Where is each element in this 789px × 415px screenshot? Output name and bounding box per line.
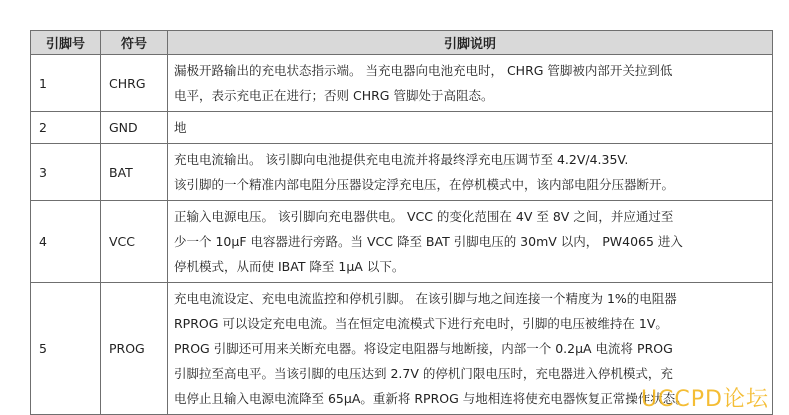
description-line: 少一个 10μF 电容器进行旁路。当 VCC 降至 BAT 引脚电压的 30mV 以内， PW4065 进入	[174, 234, 683, 249]
header-pin-number: 引脚号	[31, 31, 101, 55]
description-line: 地	[174, 120, 187, 135]
pin-description	[168, 201, 773, 283]
pin-symbol: PROG	[101, 283, 168, 415]
description-line: 充电电流输出。 该引脚向电池提供充电电流并将最终浮充电压调节至 4.2V/4.35V.	[174, 152, 629, 167]
description-line: PROG 引脚还可用来关断充电器。将设定电阻器与地断接，内部一个 0.2μA 电流将 PROG	[174, 341, 673, 356]
pin-number: 2	[31, 112, 101, 144]
description-line: RPROG 可以设定充电电流。当在恒定电流模式下进行充电时，引脚的电压被维持在 1V。	[174, 316, 668, 331]
pin-symbol: GND	[101, 112, 168, 144]
pin-description	[168, 112, 773, 144]
pin-number: 4	[31, 201, 101, 283]
watermark: UCCPD论坛	[640, 387, 769, 412]
description-line: 引脚拉至高电平。当该引脚的电压达到 2.7V 的停机门限电压时，充电器进入停机模式，充	[174, 366, 673, 381]
description-line: 该引脚的一个精准内部电阻分压器设定浮充电压，在停机模式中，该内部电阻分压器断开。	[174, 177, 675, 192]
pin-symbol: BAT	[101, 144, 168, 201]
pin-description	[168, 144, 773, 201]
pin-description	[168, 55, 773, 112]
pin-number: 3	[31, 144, 101, 201]
description-line: 电平，表示充电正在进行；否则 CHRG 管脚处于高阻态。	[174, 88, 494, 103]
table-row	[31, 201, 773, 283]
header-pin-description: 引脚说明	[168, 31, 773, 55]
table-row	[31, 144, 773, 201]
pin-symbol: CHRG	[101, 55, 168, 112]
description-line: 漏极开路输出的充电状态指示端。 当充电器向电池充电时， CHRG 管脚被内部开关拉到低	[174, 63, 673, 78]
description-line: 停机模式，从而使 IBAT 降至 1μA 以下。	[174, 259, 405, 274]
description-line: 正输入电源电压。 该引脚向充电器供电。 VCC 的变化范围在 4V 至 8V 之间，并应通过至	[174, 209, 674, 224]
pin-description-table	[30, 30, 773, 415]
header-symbol: 符号	[101, 31, 168, 55]
table-row	[31, 112, 773, 144]
pin-number: 1	[31, 55, 101, 112]
table-header-row	[31, 31, 773, 55]
table-row	[31, 55, 773, 112]
pin-symbol: VCC	[101, 201, 168, 283]
pin-number: 5	[31, 283, 101, 415]
description-line: 充电电流设定、充电电流监控和停机引脚。 在该引脚与地之间连接一个精度为 1%的电阻器	[174, 291, 677, 306]
description-line: 电停止且输入电源电流降至 65μA。重新将 RPROG 与地相连将使充电器恢复正常操作状态。	[174, 391, 688, 406]
